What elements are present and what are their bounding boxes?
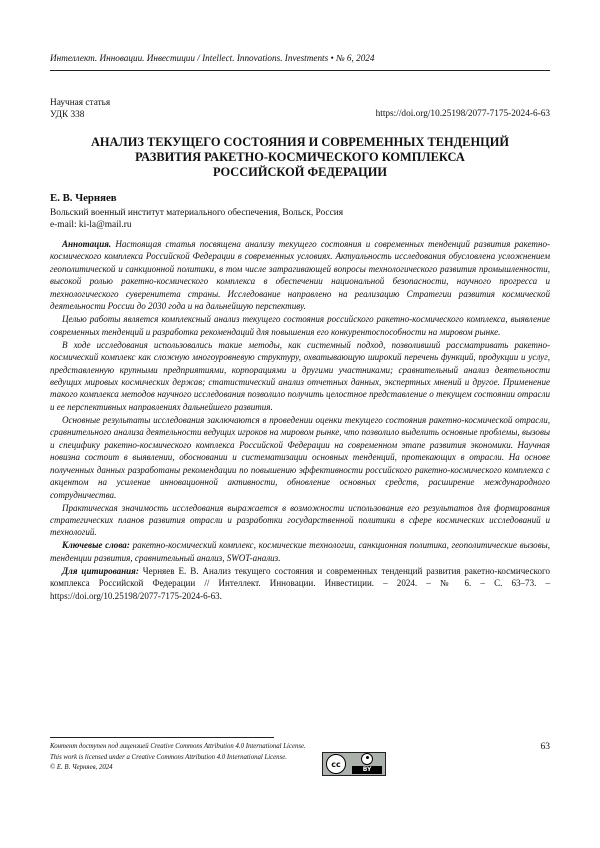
person-icon: [361, 753, 373, 765]
running-header: Интеллект. Инновации. Инвестиции / Intellect. Innovations. Investments • № 6, 2024: [50, 53, 375, 63]
license-ru: Контент доступен под лицензией Creative Commons Attribution 4.0 International License.: [50, 743, 306, 750]
keywords-label: Ключевые слова:: [62, 540, 130, 551]
header-divider: [50, 70, 550, 71]
footer-divider: [50, 737, 274, 738]
license-notice: [50, 742, 306, 774]
udc-code: УДК 338: [50, 110, 85, 120]
citation-text: Черняев Е. В. Анализ текущего состояния и современных тенденций развития ракетно-космического комплекса Российской Федерации // Интеллект. Инновации. Инвестиции. – 2024. – № 6. – С. 63–73. – https://doi.org/10.25198/2077-7175-2024-6-63.: [50, 565, 550, 601]
article-meta: [50, 97, 110, 121]
keywords-text: ракетно-космический комплекс, космические технологии, санкционная политика, геополитические вызовы, тенденции развития, сравнительный анализ, SWOT-анализ.: [50, 540, 551, 563]
title-line: АНАЛИЗ ТЕКУЩЕГО СОСТОЯНИЯ И СОВРЕМЕННЫХ ТЕНДЕНЦИЙ: [90, 135, 510, 149]
by-label: BY: [352, 766, 382, 774]
cc-icon: cc: [326, 754, 346, 774]
doi-link[interactable]: https://doi.org/10.25198/2077-7175-2024-6-63: [375, 109, 550, 119]
article-title: [60, 135, 540, 180]
author-name: Е. В. Черняев: [50, 192, 117, 204]
abstract-paragraph: Основные результаты исследования заключаются в проведении оценки текущего состояния ракетно-космической отрасли, сравнительного анализа деятельности ведущих игроков на мировом рынке, что позволило выделить основные проблемы, вызовы и специфику ракетно-космического комплекса Российской Федерации на современном этапе развития экономики. Научная новизна состоит в выявлении, обосновании и систематизации основных тенденций, протекающих в отрасли. На основе полученных данных разработаны рекомендации по повышению эффективности российского ракетно-космического комплекса с акцентом на усиление инновационной активности, обновление основных средств, расширение международного сотрудничества.: [50, 414, 550, 500]
citation-label: Для цитирования:: [62, 565, 139, 576]
abstract-paragraph: [50, 238, 550, 313]
copyright: © Е. В. Черняев, 2024: [50, 764, 113, 772]
abstract-label: Аннотация.: [62, 239, 112, 249]
keywords-paragraph: [50, 539, 550, 564]
attribution-icon: [352, 753, 382, 775]
author-info: [50, 207, 343, 231]
page-number: 63: [540, 742, 550, 752]
author-email[interactable]: e-mail: ki-la@mail.ru: [50, 220, 132, 231]
abstract-block: [50, 238, 550, 603]
article-type: Научная статья: [50, 98, 111, 108]
title-line: РОССИЙСКОЙ ФЕДЕРАЦИИ: [213, 165, 387, 179]
abstract-paragraph: Целью работы является комплексный анализ текущего состояния российского ракетно-космического комплекса, выявление современных тенденций и разработка рекомендаций для повышения его конкурентоспособности на мировом рынке.: [50, 314, 550, 337]
abstract-paragraph: В ходе исследования использовались такие методы, как системный подход, позволивший рассматривать ракетно-космический комплекс как сложную многоуровневую структуру, охватывающую широкий перечень функций, продукции и услуг, представленную крупными предприятиями, корпорациями и другими участниками; сравнительный анализ деятельности ведущих мировых космических держав; статистический анализ отчетных данных, экспертных мнений и другое. Применение такого комплекса методов научного исследования позволило получить целостное представление о текущем состоянии отрасли и ее перспективных направлениях дальнейшего развития.: [50, 339, 550, 412]
title-line: РАЗВИТИЯ РАКЕТНО-КОСМИЧЕСКОГО КОМПЛЕКСА: [135, 150, 465, 164]
cc-by-badge-icon[interactable]: [322, 752, 386, 776]
abstract-text: Настоящая статья посвящена анализу текущего состояния и современных тенденций развития ракетно-космического комплекса Российской Федерации в современных условиях. Актуальность исследования обусловлена усложнением геополитической и санкционной политики, в том числе затрагивающей вопросы технологического развития промышленности, высокой ролью ракетно-космического комплекса в обеспечении национальной безопасности, научного прогресса и технологического суверенитета страны. Исследование направлено на реализацию Стратегии развития космической деятельности России до 2030 года и на дальнейшую перспективу.: [50, 239, 550, 312]
citation-paragraph: [50, 565, 550, 602]
author-affiliation: Вольский военный институт материального обеспечения, Вольск, Россия: [50, 208, 344, 218]
abstract-paragraph: Практическая значимость исследования выражается в возможности использования его результатов для формирования стратегических планов развития отрасли и разработки государственной политики в сфере космических исследований и технологий.: [50, 502, 550, 538]
license-en: This work is licensed under a Creative Commons Attribution 4.0 International License.: [50, 753, 287, 761]
